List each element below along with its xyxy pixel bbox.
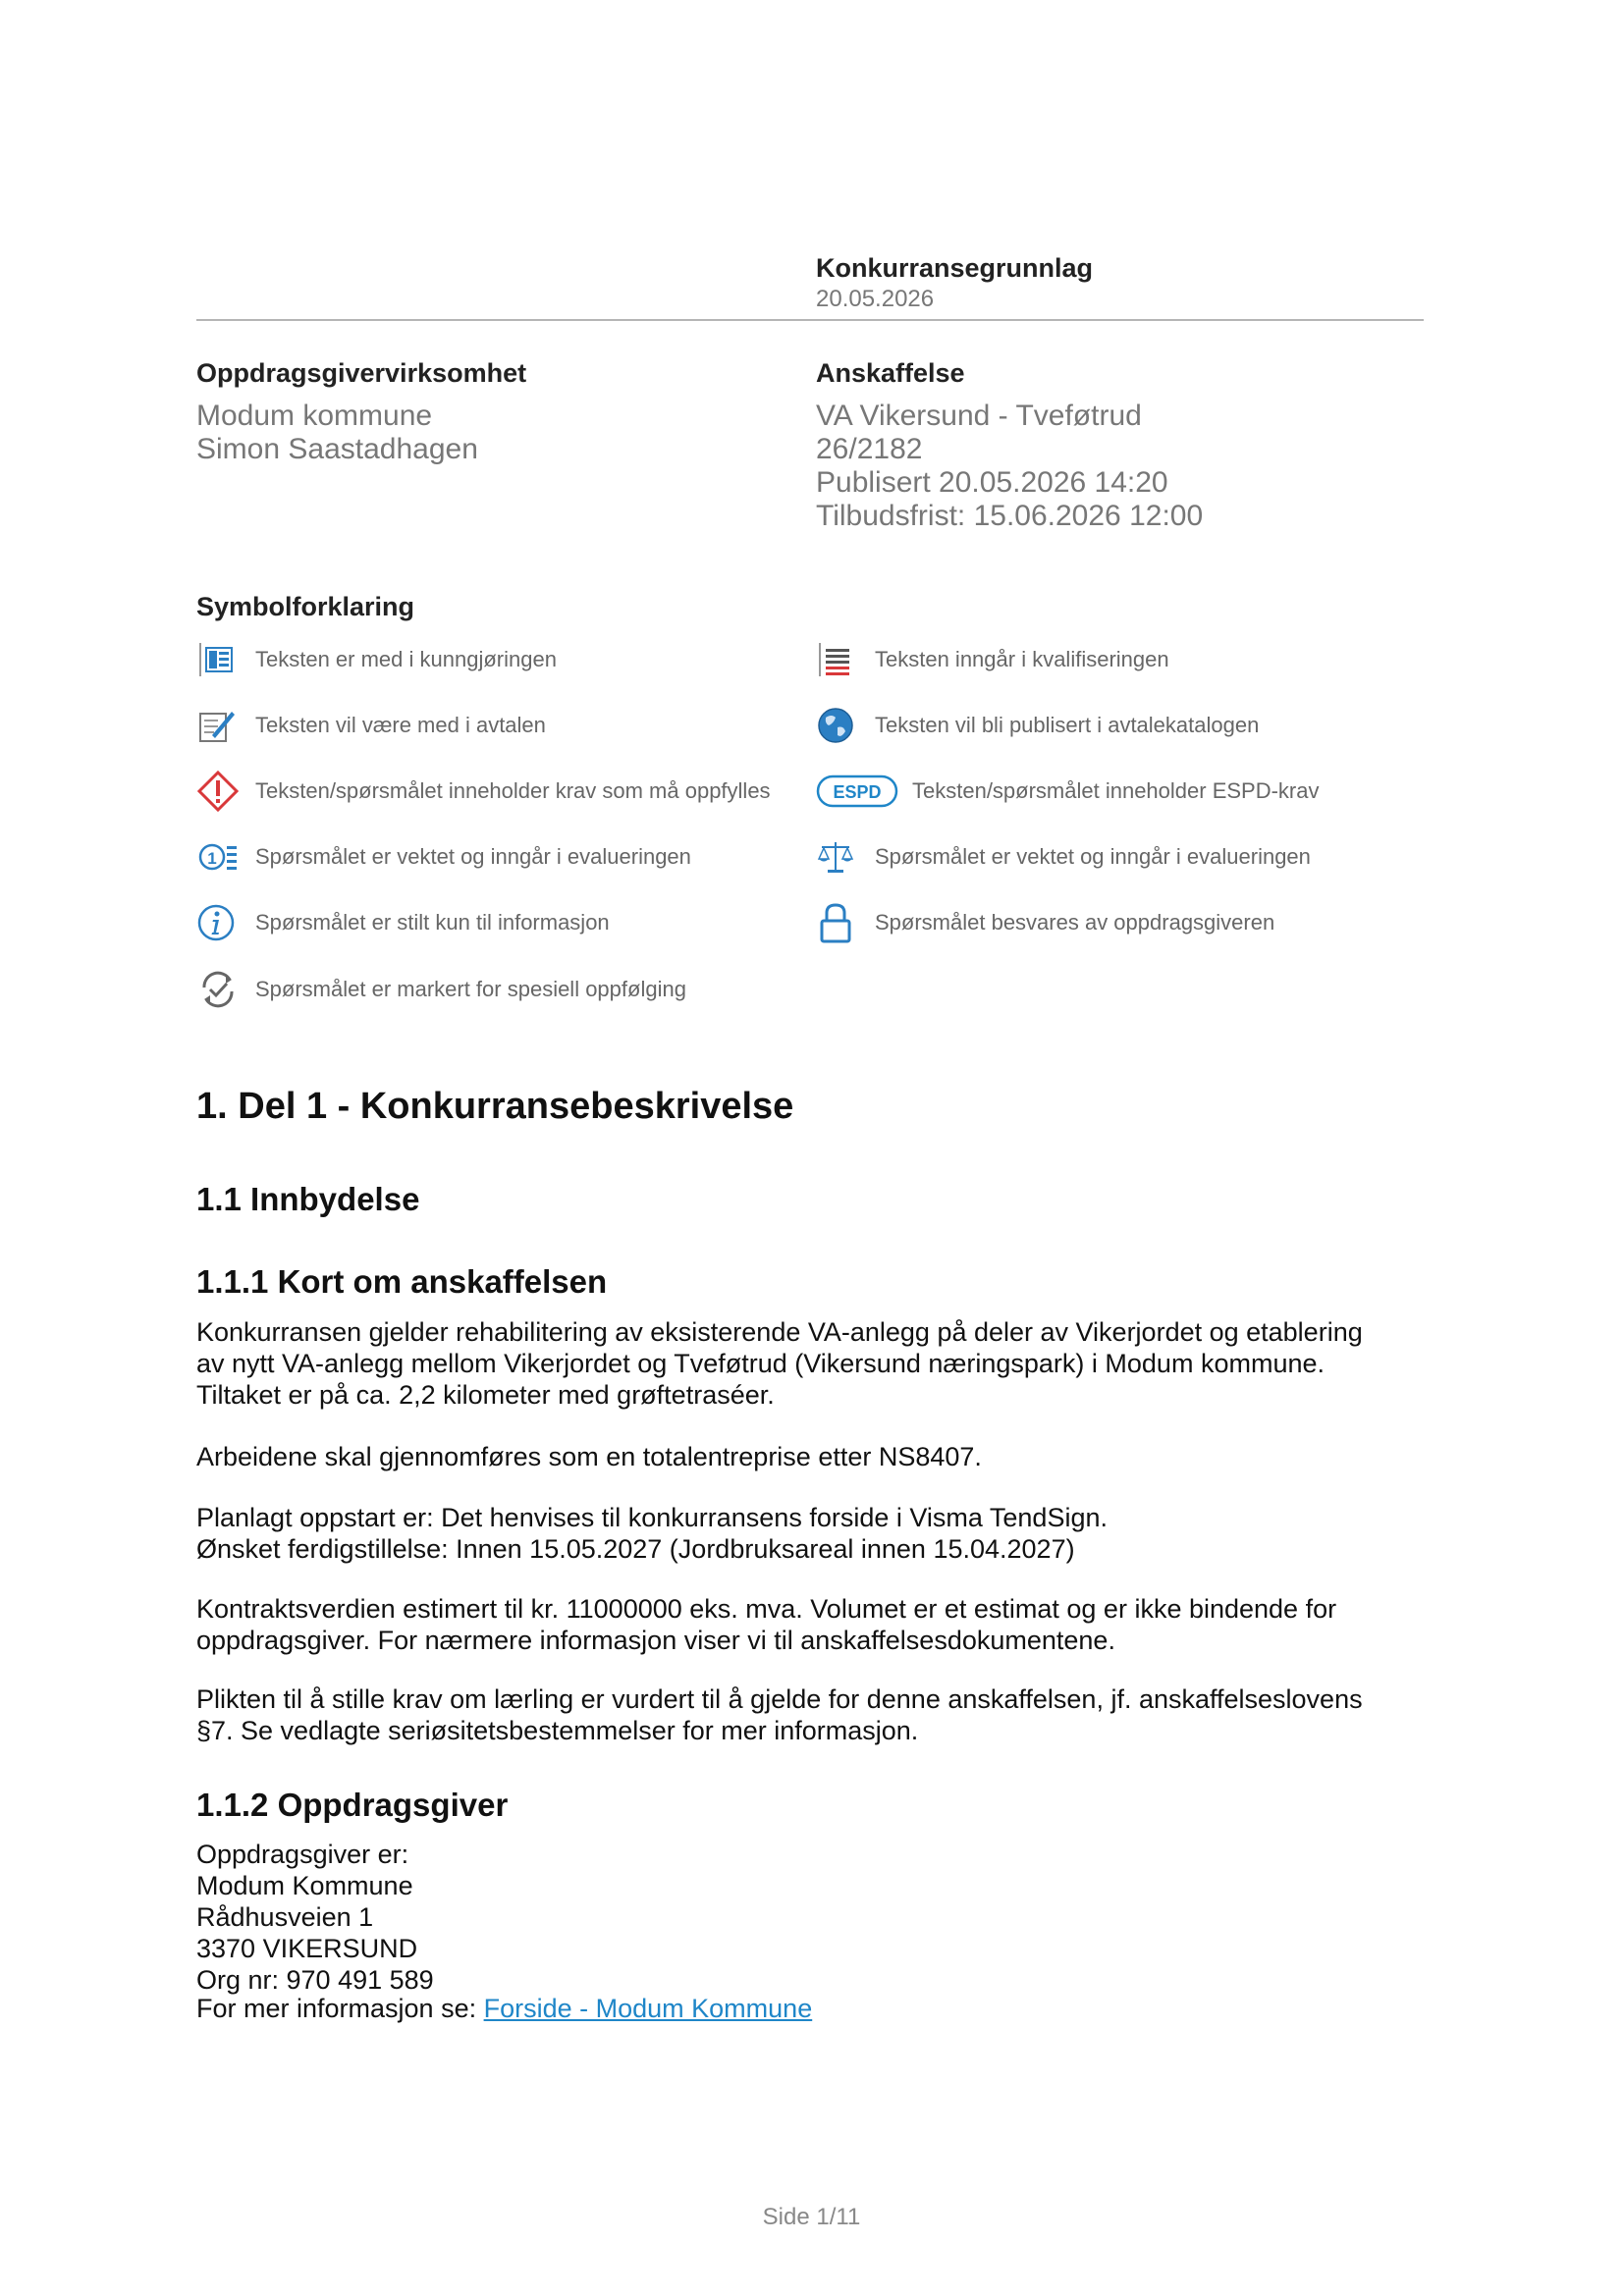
client-contact: Simon Saastadhagen <box>196 433 478 465</box>
summary-paragraph: Konkurransen gjelder rehabilitering av eksisterende VA-anlegg på deler av Vikerjordet og etablering av nytt VA-anlegg mellom Vikerjordet og Tveføtrud (Vikersund næringspark) i Modum kommune. Tiltaket er på ca. 2,2 kilometer med grøftetraséer. <box>196 1317 1363 1410</box>
document-title: Konkurransegrunnlag <box>816 253 1094 283</box>
svg-text:ESPD: ESPD <box>833 782 882 802</box>
procurement-label: Anskaffelse <box>816 358 965 388</box>
legend-title: Symbolforklaring <box>196 592 415 621</box>
scales-icon <box>816 835 859 879</box>
header-divider <box>196 319 1424 321</box>
qualification-list-icon <box>816 638 859 681</box>
summary-paragraph: Kontraktsverdien estimert til kr. 11000000 eks. mva. Volumet er et estimat og er ikke bindende for oppdragsgiver. For nærmere informasjon viser vi til anskaffelsesdokumentene. <box>196 1594 1337 1655</box>
legend-item: ESPD Teksten/spørsmålet inneholder ESPD-krav <box>816 767 1320 816</box>
section-heading-invitation: 1.1 Innbydelse <box>196 1181 420 1217</box>
section-heading-part1: 1. Del 1 - Konkurransebeskrivelse <box>196 1086 794 1127</box>
client-website-link[interactable]: Forside - Modum Kommune <box>483 1994 813 2023</box>
procurement-ref: 26/2182 <box>816 433 923 465</box>
legend-item: Spørsmålet besvares av oppdragsgiveren <box>816 898 1274 947</box>
client-info <box>196 400 478 466</box>
legend-item: Spørsmålet er markert for spesiell oppfølging <box>196 965 686 1014</box>
more-info-line: For mer informasjon se: Forside - Modum Kommune <box>196 1994 813 2023</box>
section-heading-client: 1.1.2 Oppdragsgiver <box>196 1787 509 1823</box>
client-label: Oppdragsgivervirksomhet <box>196 358 527 388</box>
legend-item: Spørsmålet er vektet og inngår i evalueringen <box>816 832 1311 881</box>
svg-text:1: 1 <box>207 849 217 868</box>
follow-up-check-icon <box>196 968 240 1011</box>
contract-pen-icon <box>196 704 240 747</box>
procurement-published: Publisert 20.05.2026 14:20 <box>816 466 1168 499</box>
warning-diamond-icon <box>196 770 240 813</box>
procurement-deadline: Tilbudsfrist: 15.06.2026 12:00 <box>816 500 1204 532</box>
legend-item: Teksten er med i kunngjøringen <box>196 635 557 684</box>
document-date: 20.05.2026 <box>816 286 935 312</box>
procurement-name: VA Vikersund - Tveføtrud <box>816 400 1142 432</box>
legend-item: Teksten vil bli publisert i avtalekatalogen <box>816 701 1259 750</box>
summary-paragraph: Plikten til å stille krav om lærling er vurdert til å gjelde for denne anskaffelsen, jf. anskaffelseslovens §7. Se vedlagte seriøsitetsbestemmelser for mer informasjon. <box>196 1684 1363 1745</box>
legend-item: 1 Spørsmålet er vektet og inngår i evalueringen <box>196 832 691 881</box>
legend-item: Spørsmålet er stilt kun til informasjon <box>196 898 610 947</box>
legend-item: Teksten/spørsmålet inneholder krav som må oppfylles <box>196 767 771 816</box>
section-heading-summary: 1.1.1 Kort om anskaffelsen <box>196 1263 608 1300</box>
page-number: Side 1/11 <box>762 2204 861 2230</box>
announcement-icon <box>196 638 240 681</box>
globe-icon <box>816 704 859 747</box>
lock-icon <box>816 901 859 944</box>
legend-item: Teksten vil være med i avtalen <box>196 701 546 750</box>
info-icon <box>196 901 240 944</box>
weighted-number-icon <box>196 835 240 879</box>
client-address: Oppdragsgiver er: Modum Kommune Rådhusveien 1 3370 VIKERSUND Org nr: 970 491 589 <box>196 1840 434 1995</box>
espd-badge-icon <box>816 770 900 813</box>
client-name: Modum kommune <box>196 400 433 432</box>
summary-paragraph: Planlagt oppstart er: Det henvises til konkurransens forside i Visma TendSign. Ønsket ferdigstillelse: Innen 15.05.2027 (Jordbruksareal innen 15.04.2027) <box>196 1503 1108 1564</box>
legend-item: Teksten inngår i kvalifiseringen <box>816 635 1169 684</box>
summary-paragraph: Arbeidene skal gjennomføres som en totalentreprise etter NS8407. <box>196 1442 982 1471</box>
procurement-info <box>816 400 1203 533</box>
